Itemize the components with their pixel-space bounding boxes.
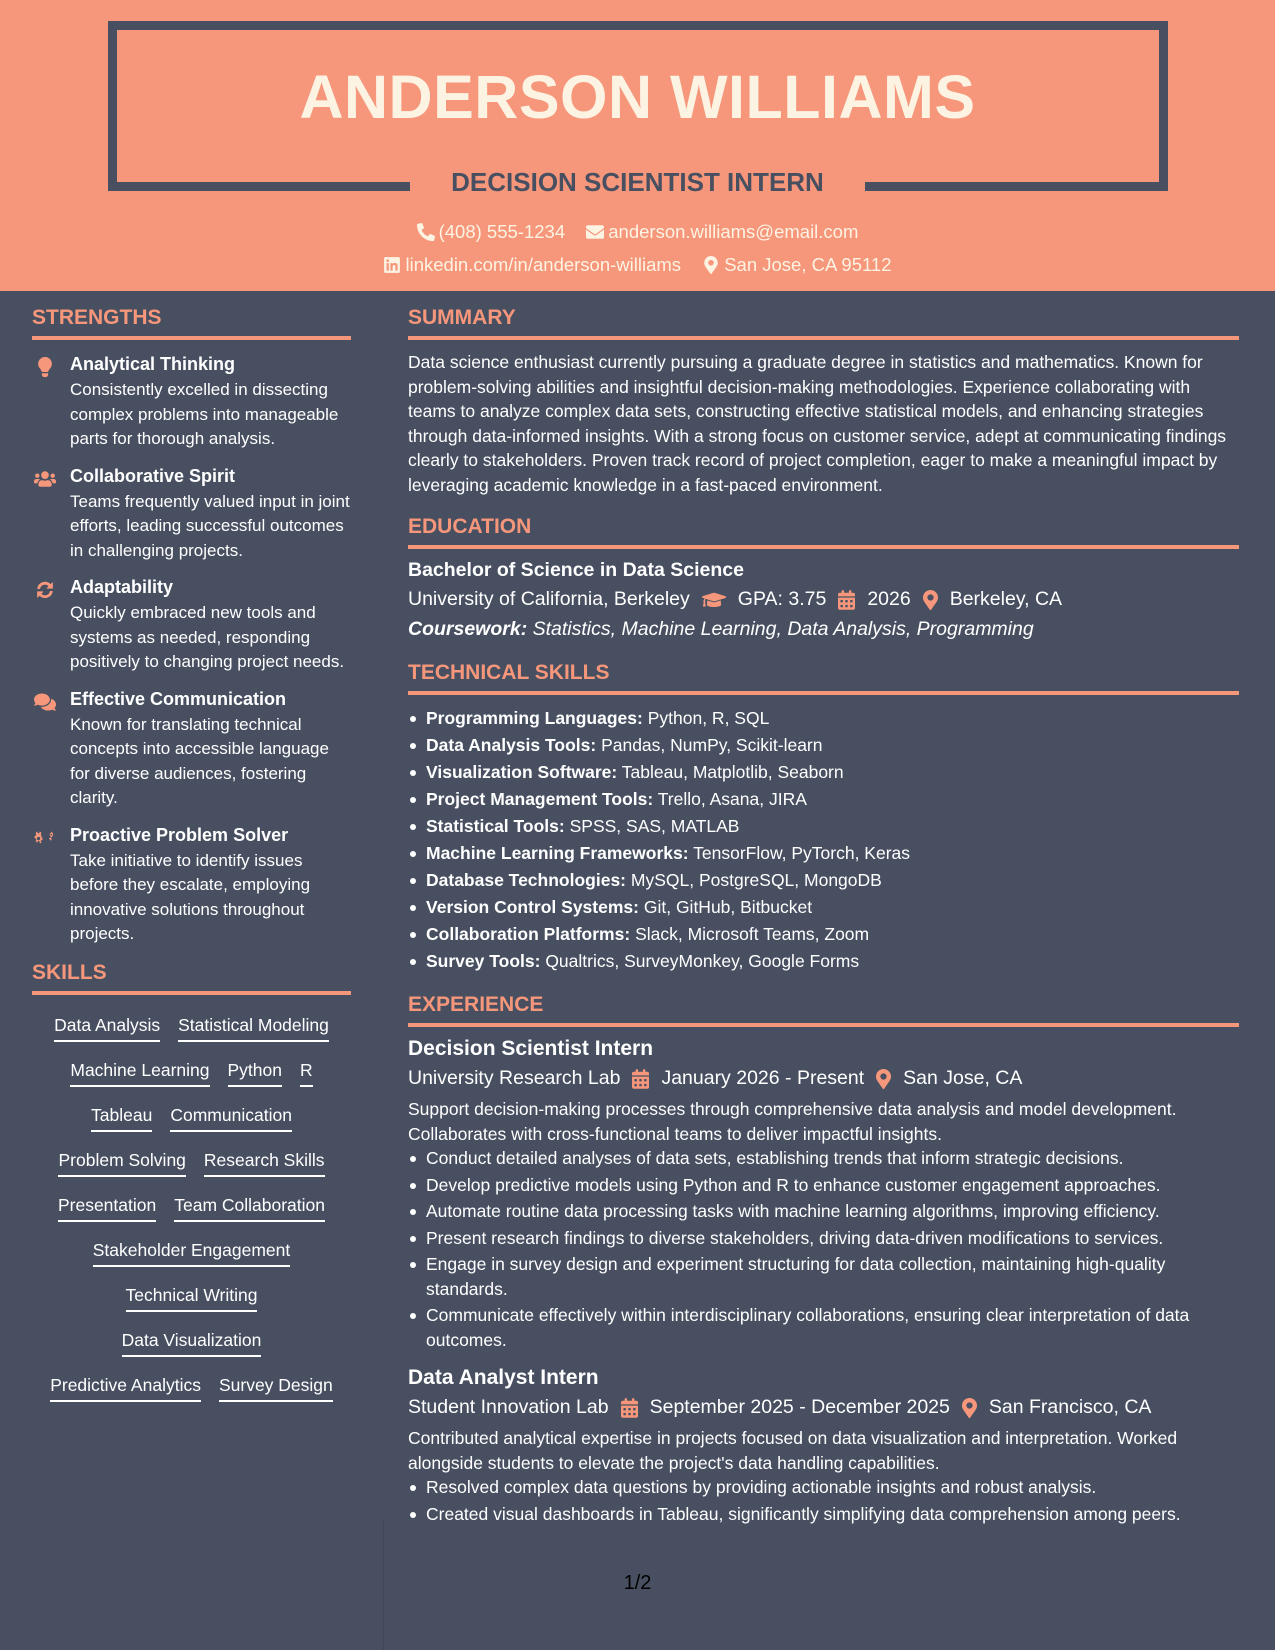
cogs-icon [34,828,56,848]
list-item: Collaboration Platforms: Slack, Microsoft Teams, Zoom [408,921,1239,948]
strength-title: Collaborative Spirit [70,465,236,486]
skill-row [32,1060,351,1087]
calendar-icon [621,1398,638,1418]
contact-row-2 [0,254,1275,279]
skill-chip: Tableau [91,1105,152,1132]
skill-row [32,1150,351,1177]
job-desc: Support decision-making processes through comprehensive data analysis and model development. Collaborates with cross-functional teams to deliver impactful insights. [408,1099,1177,1144]
phone-contact[interactable] [417,221,566,243]
education-heading: EDUCATION [408,515,1239,549]
job-desc: Contributed analytical expertise in projects focused on data visualization and interpretation. Worked alongside students to elevate the project's data handling capabilities. [408,1428,1178,1473]
skill-chip: Statistical Modeling [178,1015,329,1042]
sync-icon [34,580,56,600]
linkedin-text: linkedin.com/in/anderson-williams [405,254,682,275]
skill-chip: Technical Writing [126,1285,258,1312]
list-item: Data Analysis Tools: Pandas, NumPy, Scikit-learn [408,732,1239,759]
summary-text: Data science enthusiast currently pursuing a graduate degree in statistics and mathematics. Known for problem-solving abilities and insightful decision-making methodologies. Experience collaborating with teams to analyze complex data sets, constructing effective statistical models, and enhancing strategies through data-informed insights. With a strong focus on customer service, adept at communicating findings clearly to stakeholders. Proven track record of project completion, eager to make a meaningful impact by leveraging academic knowledge in a fast-paced environment. [408,352,1227,495]
map-marker-icon [923,590,938,610]
strength-desc: Teams frequently valued input in joint efforts, leading successful outcomes in challenging projects. [70,491,350,560]
phone-icon [417,223,435,241]
job-entry [408,1037,1239,1352]
graduation-cap-icon [702,590,726,610]
job-role: Decision Scientist Intern [408,1037,654,1060]
candidate-name: ANDERSON WILLIAMS [299,63,976,131]
experience-heading: EXPERIENCE [408,993,1239,1027]
strength-item [32,689,351,811]
skill-chip: Predictive Analytics [50,1375,201,1402]
job-entry [408,1366,1239,1526]
strength-item [32,466,351,564]
strength-desc: Consistently excelled in dissecting complex problems into manageable parts for thorough analysis. [70,380,339,448]
skill-row [32,1105,351,1132]
location-contact [702,254,891,276]
skills-heading: SKILLS [32,961,351,995]
degree-title: Bachelor of Science in Data Science [408,559,744,581]
job-dates: September 2025 - December 2025 [649,1396,950,1418]
job-title: DECISION SCIENTIST INTERN [451,167,824,197]
list-item: Engage in survey design and experiment structuring for data collection, maintaining high-quality standards. [408,1252,1239,1301]
job-bullets [408,1146,1239,1352]
list-item: Develop predictive models using Python and R to enhance customer engagement approaches. [408,1173,1239,1198]
skill-row [32,1015,351,1042]
list-item: Present research findings to diverse stakeholders, driving data-driven modifications to services. [408,1226,1239,1251]
right-column [408,306,1239,1540]
list-item: Version Control Systems: Git, GitHub, Bitbucket [408,894,1239,921]
map-marker-icon [962,1398,977,1418]
strength-item [32,577,351,675]
gpa-text: GPA: 3.75 [737,588,827,610]
skill-chip: Survey Design [219,1375,333,1402]
job-meta [408,1067,1239,1090]
strength-item [32,354,351,452]
map-marker-icon [702,256,720,274]
education-meta [408,588,1239,611]
job-org: University Research Lab [408,1067,621,1089]
list-item: Programming Languages: Python, R, SQL [408,705,1239,732]
list-item: Visualization Software: Tableau, Matplotlib, Seaborn [408,759,1239,786]
email-text: anderson.williams@email.com [608,221,859,242]
job-dates: January 2026 - Present [661,1067,865,1089]
resume-header [0,0,1275,291]
coursework-label: Coursework: [408,618,528,640]
skill-row [32,1195,351,1222]
strength-title: Adaptability [70,577,174,597]
skill-chip: Data Visualization [122,1330,262,1357]
calendar-icon [838,590,855,610]
graduation-year: 2026 [867,588,911,610]
skill-chips [32,1009,351,1402]
left-column [32,306,351,1420]
coursework [408,618,1239,641]
technical-skills-heading: TECHNICAL SKILLS [408,661,1239,695]
list-item: Machine Learning Frameworks: TensorFlow, PyTorch, Keras [408,840,1239,867]
lightbulb-icon [34,357,56,377]
strength-title: Effective Communication [70,688,287,709]
linkedin-contact[interactable] [383,254,681,276]
skill-chip: Research Skills [204,1150,325,1177]
job-bullets [408,1475,1239,1526]
skill-chip: Stakeholder Engagement [93,1240,291,1267]
skill-chip: Team Collaboration [174,1195,325,1222]
strengths-heading: STRENGTHS [32,306,351,340]
list-item: Statistical Tools: SPSS, SAS, MATLAB [408,813,1239,840]
list-item: Conduct detailed analyses of data sets, establishing trends that inform strategic decisions. [408,1146,1239,1171]
summary-heading: SUMMARY [408,306,1239,340]
users-icon [34,469,56,489]
envelope-icon [586,223,604,241]
list-item: Database Technologies: MySQL, PostgreSQL, MongoDB [408,867,1239,894]
linkedin-icon [383,256,401,274]
skill-chip: Problem Solving [58,1150,185,1177]
skill-chip: Communication [170,1105,292,1132]
skill-row [32,1375,351,1402]
skill-chip: Data Analysis [54,1015,160,1042]
strength-desc: Take initiative to identify issues before they escalate, employing innovative solutions throughout projects. [70,850,311,943]
skills-section [32,961,351,1402]
list-item: Created visual dashboards in Tableau, significantly simplifying data comprehension among peers. [408,1502,1239,1527]
strength-item [32,825,351,947]
school-name: University of California, Berkeley [408,588,690,610]
job-meta [408,1396,1239,1419]
skill-chip: Machine Learning [70,1060,209,1087]
page-number: 1/2 [623,1572,652,1594]
skill-chip: Python [228,1060,282,1087]
contact-row-1 [0,221,1275,246]
strength-title: Analytical Thinking [70,354,236,374]
phone-text: (408) 555-1234 [438,221,566,242]
coursework-list: Statistics, Machine Learning, Data Analysis, Programming [532,618,1034,640]
job-location: San Francisco, CA [988,1396,1152,1418]
strength-desc: Known for translating technical concepts into accessible language for diverse audiences, fostering clarity. [70,714,329,807]
job-location: San Jose, CA [903,1067,1023,1089]
email-contact[interactable] [586,221,858,243]
list-item: Survey Tools: Qualtrics, SurveyMonkey, Google Forms [408,948,1239,975]
technical-skills-list [408,705,1239,975]
strength-title: Proactive Problem Solver [70,824,289,845]
skill-chip: R [300,1060,313,1087]
skill-row [32,1330,351,1357]
school-location: Berkeley, CA [949,588,1063,610]
calendar-icon [632,1069,649,1089]
strength-desc: Quickly embraced new tools and systems as needed, responding positively to changing project needs. [70,603,345,671]
list-item: Automate routine data processing tasks with machine learning algorithms, improving efficiency. [408,1199,1239,1224]
job-role: Data Analyst Intern [408,1366,599,1389]
list-item: Project Management Tools: Trello, Asana, JIRA [408,786,1239,813]
job-org: Student Innovation Lab [408,1396,609,1418]
skill-row [32,1285,351,1312]
skill-chip: Presentation [58,1195,156,1222]
map-marker-icon [876,1069,891,1089]
skill-row [32,1240,351,1267]
list-item: Resolved complex data questions by providing actionable insights and robust analysis. [408,1475,1239,1500]
comments-icon [34,692,56,712]
location-text: San Jose, CA 95112 [724,254,892,275]
list-item: Communicate effectively within interdisciplinary collaborations, ensuring clear interpretation of data outcomes. [408,1303,1239,1352]
